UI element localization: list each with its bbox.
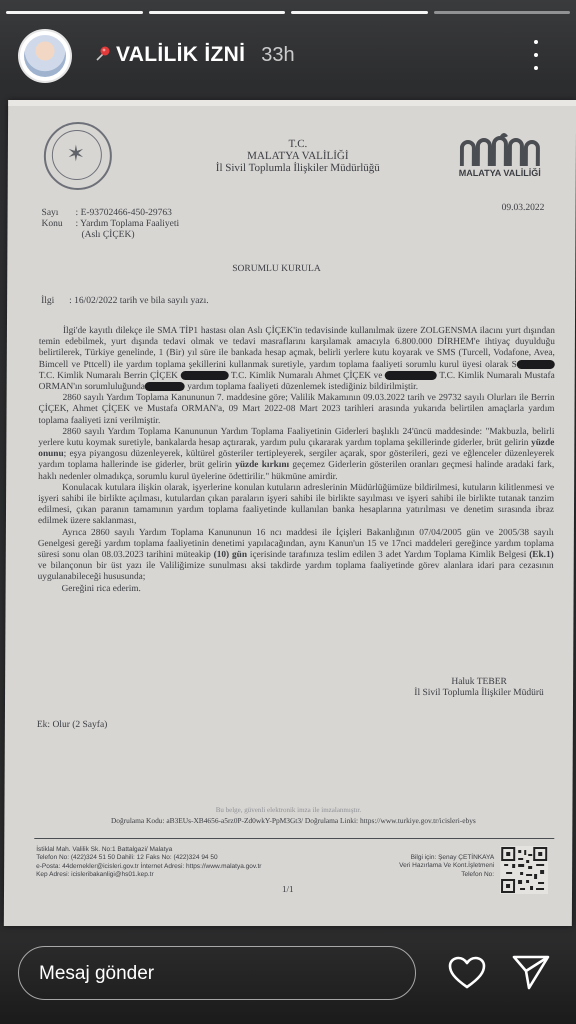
- progress-segment: [6, 11, 143, 14]
- timestamp: 33h: [261, 43, 295, 66]
- paragraph: Konulacak kutulara ilişkin olarak, işyerlerine konulan kutuların adreslerinin Müdürlüğümüze bildirilmesi, kutuların kilitlenmesi ve işyeri sahibi ile birlikte açılması, kutulardan çıkan paraların işyeri sahibi ile birlikte sayılması ve işyeri sahibi ile birlikte tutanak tanzim edilmesi, çıkan paranın tamamının yardım toplama faaliyetinde kullanılan banka hesaplarına yatırılması ve denetim sırasında ibraz edilmek üzere saklanması,: [37, 482, 555, 527]
- info-line: Veri Hazırlama Ve Kont.İşletmeni: [399, 862, 495, 870]
- qr-code: [500, 846, 548, 894]
- paragraph: Ayrıca 2860 sayılı Yardım Toplama Kanununun 16 ncı maddesi ile İçişleri Bakanlığının 07/04/2005 gün ve 2005/38 sayılı Genelgesi gereği yardım toplama faaliyetinin denetimi yapılacağından, aynı Kanun'un 15 ve 17nci maddeleri gereğince yardım toplama süresi sonu olan 08.03.2023 tarihini müteakip (10) gün içerisinde tarafınıza teslim edilen 3 adet Yardım Toplama Kimlik Belgesi (Ek.1) ve bilançonun bir üst yazı ile Valiliğimize sunulması aksi takdirde yardım toplama faaliyetinde görev alanlara idari para cezasının uygulanabileceği hususunda;: [37, 527, 554, 583]
- addressee: SORUMLU KURULA: [232, 264, 321, 274]
- signer-title: İl Sivil Toplumla İlişkiler Müdürü: [414, 688, 544, 698]
- paragraph: 2860 sayılı Yardım Toplama Kanununun 7. maddesine göre; Valilik Makamının 09.03.2022 tarih ve 29732 sayılı Olurları ile Berrin ÇİÇEK, Ahmet ÇİÇEK ve Mustafa ORMAN'a, 09 Mart 2022-08 Mart 2023 tarihleri arasında yukarıda belirtilen amaçlarla yardım toplama faaliyeti izni verilmiştir.: [38, 393, 555, 426]
- heart-icon[interactable]: [448, 956, 486, 990]
- story-progress: [6, 11, 570, 14]
- governorship-logo: [454, 120, 546, 184]
- header-line: T.C.: [288, 138, 308, 150]
- info-line: Telefon No:: [461, 870, 495, 878]
- reply-placeholder: Mesaj gönder: [39, 963, 155, 984]
- konu-value: : Yardım Toplama Faaliyeti: [75, 219, 180, 229]
- document-photo: [4, 100, 576, 926]
- address-line: Kep Adresi: icisleribakanligi@hs01.kep.tr: [36, 871, 154, 879]
- ilgi-value: : 16/02/2022 tarih ve bila sayılı yazı.: [69, 296, 209, 306]
- emblem-seal: ✶: [44, 122, 112, 190]
- paragraph: İlgi'de kayıtlı dilekçe ile SMA TİP1 hastası olan Aslı ÇİÇEK'in tedavisinde kullanılmak üzere ZOLGENSMA ilacını yurt dışından temin edebilmek, yurt dışında tedavi olmak ve tedavi masraflarını karşılamak amacıyla 6.800.000 DİRHEM'e ihtiyaç duyulduğu belirtilerek, Türkiye genelinde, 1 (Bir) yıl süre ile bankada hesap açmak, belirli yerlere kutu koyarak ve SMS (Turcell, Vodafone, Avea, Bimcell ve Pttcell) ile yardım toplama şekillerini kullanmak suretiyle, yardım toplama faaliyeti sorumlu kurul üyesi olarak S T.C. Kimlik Numaralı Berrin ÇİÇEK T.C. Kimlik Numaralı Ahmet ÇİÇEK ve T.C. Kimlik Numaralı Mustafa ORMAN'ın sorumluluğunda yardım toplama faaliyeti düzenlemek istediğiniz bildirilmiştir.: [38, 326, 555, 393]
- document-header: [168, 138, 428, 174]
- page-number: 1/1: [282, 884, 294, 894]
- logo-label: MALATYA VALİLİĞİ: [458, 168, 541, 178]
- signer-name: Haluk TEBER: [451, 677, 507, 687]
- header-line: MALATYA VALİLİĞİ: [247, 150, 349, 162]
- konu-sub: (Aslı ÇİÇEK): [81, 230, 135, 240]
- e-signature-note: Bu belge, güvenli elektronik imza ile imzalanmıştır.: [215, 806, 362, 814]
- progress-segment: [291, 11, 428, 14]
- paragraph: Gereğini rica ederim.: [61, 583, 141, 594]
- attachment-note: Ek: Olur (2 Sayfa): [36, 720, 108, 730]
- verification-line: Doğrulama Kodu: aB3EUs-XB4656-a5rz0P-Zd0wkY-PpM3Gt3/ Doğrulama Linki: https://www.turkiye.gov.tr/icisleri-ebys: [110, 816, 476, 825]
- ilgi-label: İlgi: [41, 296, 55, 306]
- konu-label: Konu: [41, 219, 63, 229]
- sayi-label: Sayı: [41, 208, 59, 218]
- avatar[interactable]: [20, 31, 70, 81]
- redaction: [180, 371, 228, 380]
- document-date: 09.03.2022: [501, 203, 545, 213]
- address-line: Telefon No: (422)324 51 50 Dahili: 12 Faks No: (422)324 94 50: [36, 854, 218, 862]
- send-icon[interactable]: [512, 954, 550, 990]
- signature-block: [409, 677, 549, 699]
- sayi-value: : E-93702466-450-29763: [75, 208, 172, 218]
- paragraph: 2860 sayılı Yardım Toplama Kanununun Yardım Toplama Faaliyetinin Giderleri başlıklı 24'üncü maddesinde: "Makbuzla, belirli yerlere kutu koymak suretiyle, bankalarda hesap açtırarak, yardım pulu çıkararak yardım toplama şekillerinde giderler, brüt gelirin yüzde onunu; eşya piyangosu düzenleyerek, kültürel gösteriler tertipleyerek, sergiler açarak, spor gösterileri, gezi ve eğlenceler düzenleyerek yardım toplama hallerinde ise giderler, brüt gelirin yüzde kırkını geçemez Giderlerin gösterilen oranları geçmesi halinde aradaki fark, haklı nedenler olmadıkça, sorumlu kurul üyelerine ödettirilir." hükmüne amirdir.: [38, 426, 555, 482]
- address-line: e-Posta: 44dernekler@icisleri.gov.tr İnternet Adresi: https://www.malatya.gov.tr: [36, 862, 262, 870]
- redaction: [517, 360, 555, 369]
- document-body: [38, 326, 555, 595]
- username[interactable]: VALİLİK İZNİ: [116, 43, 246, 66]
- address-line: İstiklal Mah. Valilik Sk. No:1 Battalgazi/ Malatya: [36, 846, 173, 853]
- story-header: [96, 43, 295, 67]
- progress-segment: [149, 11, 286, 14]
- header-line: İl Sivil Toplumla İlişkiler Müdürlüğü: [215, 162, 380, 174]
- redaction: [145, 382, 185, 391]
- more-options-icon[interactable]: [528, 40, 544, 70]
- progress-segment: [434, 11, 571, 14]
- contact-info: [364, 854, 494, 879]
- reply-input[interactable]: [18, 946, 416, 1000]
- info-line: Bilgi için: Şenay ÇETİNKAYA: [410, 854, 495, 861]
- redaction: [385, 371, 437, 380]
- address-block: [36, 846, 296, 880]
